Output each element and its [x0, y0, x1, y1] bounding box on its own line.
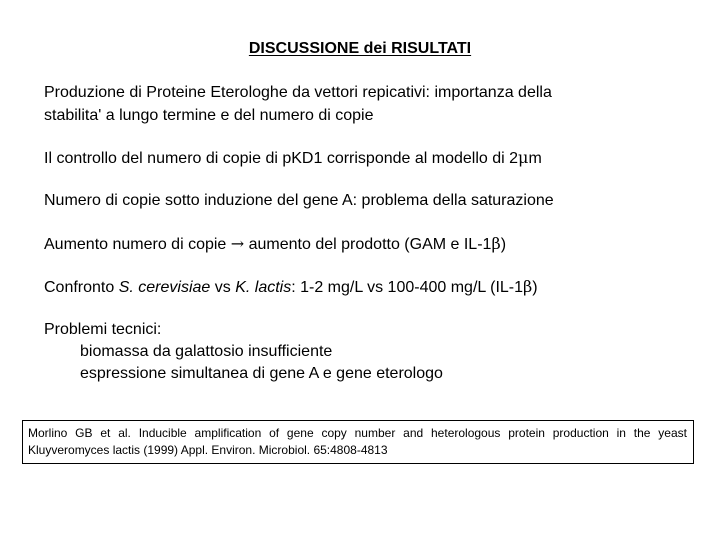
paragraph-species-comparison	[44, 277, 538, 298]
problem-item-biomass: biomassa da galattosio insufficiente	[80, 343, 333, 360]
problems-heading: Problemi tecnici:	[44, 321, 162, 338]
copy-number-control-text: Il controllo del numero di copie di pKD1 corrisponde al modello di 2	[44, 150, 519, 167]
species-s-cerevisiae: S. cerevisiae	[118, 279, 211, 296]
versus-text: vs	[210, 279, 236, 296]
beta-symbol: β	[491, 234, 501, 253]
paragraph-copy-number-increase	[44, 234, 506, 255]
arrow-right-icon: →	[230, 234, 245, 253]
citation-box: Morlino GB et al. Inducible amplification of gene copy number and heterologous protein production in the yeast Kluyveromyces lactis (1999) Appl. Environ. Microbiol. 65:4808-4813	[22, 420, 694, 464]
closing-parenthesis: )	[500, 236, 507, 253]
copy-number-increase-text: Aumento numero di copie	[44, 236, 231, 253]
paragraph-copy-number-control	[44, 148, 542, 169]
yield-values-text: : 1-2 mg/L vs 100-400 mg/L (IL-1	[291, 279, 524, 296]
beta-symbol: β	[523, 277, 533, 296]
closing-parenthesis: )	[532, 279, 538, 296]
comparison-prefix: Confronto	[44, 279, 119, 296]
species-k-lactis: K. lactis	[235, 279, 292, 296]
page-title: DISCUSSIONE dei RISULTATI	[248, 40, 472, 57]
product-increase-text: aumento del prodotto (GAM e IL-1	[244, 236, 492, 253]
problem-item-expression: espressione simultanea di gene A e gene eterologo	[80, 365, 443, 382]
paragraph-replicative-vectors-line-2: stabilita' a lungo termine e del numero di copie	[44, 107, 374, 124]
micron-unit-suffix: m	[528, 150, 542, 167]
paragraph-replicative-vectors-line-1: Produzione di Proteine Eterologhe da vettori repicativi: importanza della	[44, 84, 552, 101]
paragraph-saturation: Numero di copie sotto induzione del gene A: problema della saturazione	[44, 192, 554, 209]
mu-symbol: μ	[518, 148, 529, 167]
